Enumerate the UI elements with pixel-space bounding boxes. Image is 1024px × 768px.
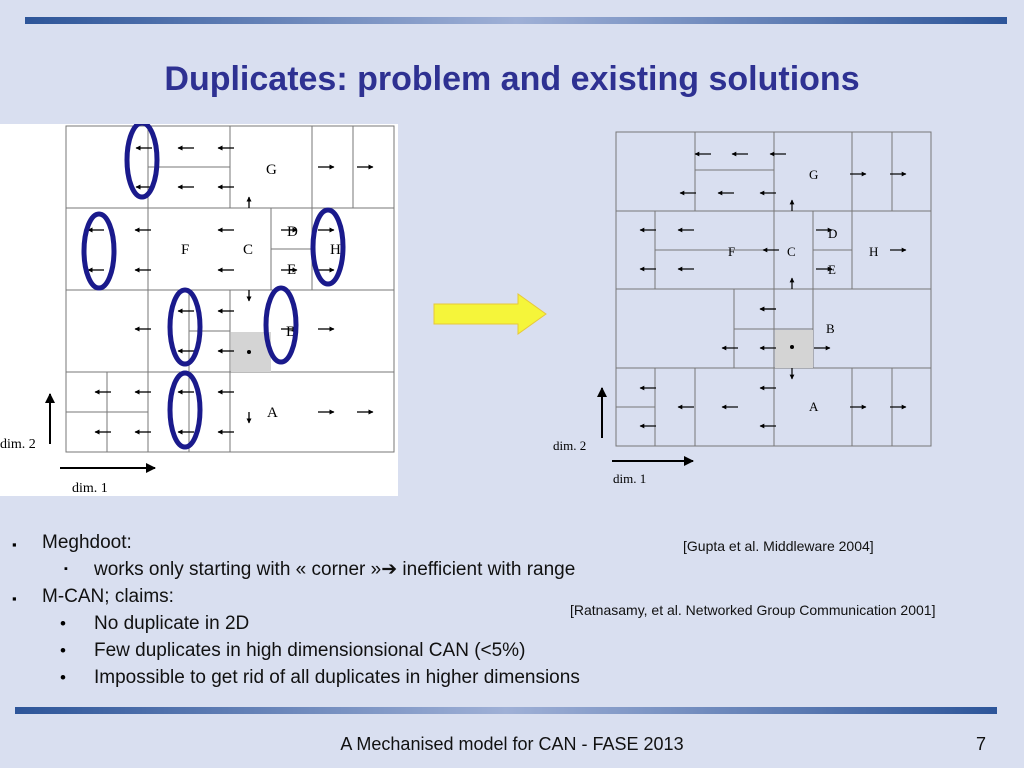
right-zone-label: C [787,244,796,259]
bullet-mcan: M-CAN; claims: [42,586,174,607]
right-zone-label: A [809,399,819,414]
right-dim1-label: dim. 1 [613,471,647,486]
left-can-diagram [0,124,398,496]
bullet-mcan-claim: No duplicate in 2D [94,613,250,634]
bottom-bar [15,707,997,714]
left-zone-label: G [266,162,277,178]
left-zone-label: A [267,405,278,421]
bullet-meghdoot: Meghdoot: [42,532,132,553]
bullet-marker: • [60,668,66,687]
reference-gupta: [Gupta et al. Middleware 2004] [683,538,874,554]
left-zone-label: C [243,242,254,258]
bullet-marker: ▪ [64,563,68,575]
right-zone-label: D [828,226,838,241]
right-can-diagram [548,126,940,496]
reference-ratnasamy: [Ratnasamy, et al. Networked Group Communication 2001] [570,602,936,618]
page-number: 7 [976,734,987,754]
top-bar [25,17,1007,24]
bullet-mcan-claim: Impossible to get rid of all duplicates in higher dimensions [94,667,580,688]
right-zone-label: E [828,262,836,277]
left-zone-label: D [287,224,298,240]
right-zone-label: G [809,167,819,182]
right-dim2-label: dim. 2 [553,438,587,453]
left-zone-label: F [181,242,190,258]
bullet-marker: ▪ [12,591,17,606]
left-zone-label: H [330,242,341,258]
bullet-marker: • [60,614,66,633]
right-zone-label: F [728,244,736,259]
bullet-marker: ▪ [12,537,17,552]
left-dim2-label: dim. 2 [0,437,36,452]
right-zone-label: B [826,321,835,336]
bullet-marker: • [60,641,66,660]
transition-arrow [430,290,555,340]
left-dim1-label: dim. 1 [72,481,108,496]
right-zone-label: H [869,244,879,259]
bullet-mcan-claim: Few duplicates in high dimensionsional CAN (<5%) [94,640,526,661]
slide-title: Duplicates: problem and existing solutions [164,60,860,98]
left-zone-label: E [287,262,297,278]
footer-text: A Mechanised model for CAN - FASE 2013 [340,734,684,754]
bullet-meghdoot-detail: works only starting with « corner »➔ inefficient with range [94,559,576,580]
left-zone-label: B [286,324,297,340]
